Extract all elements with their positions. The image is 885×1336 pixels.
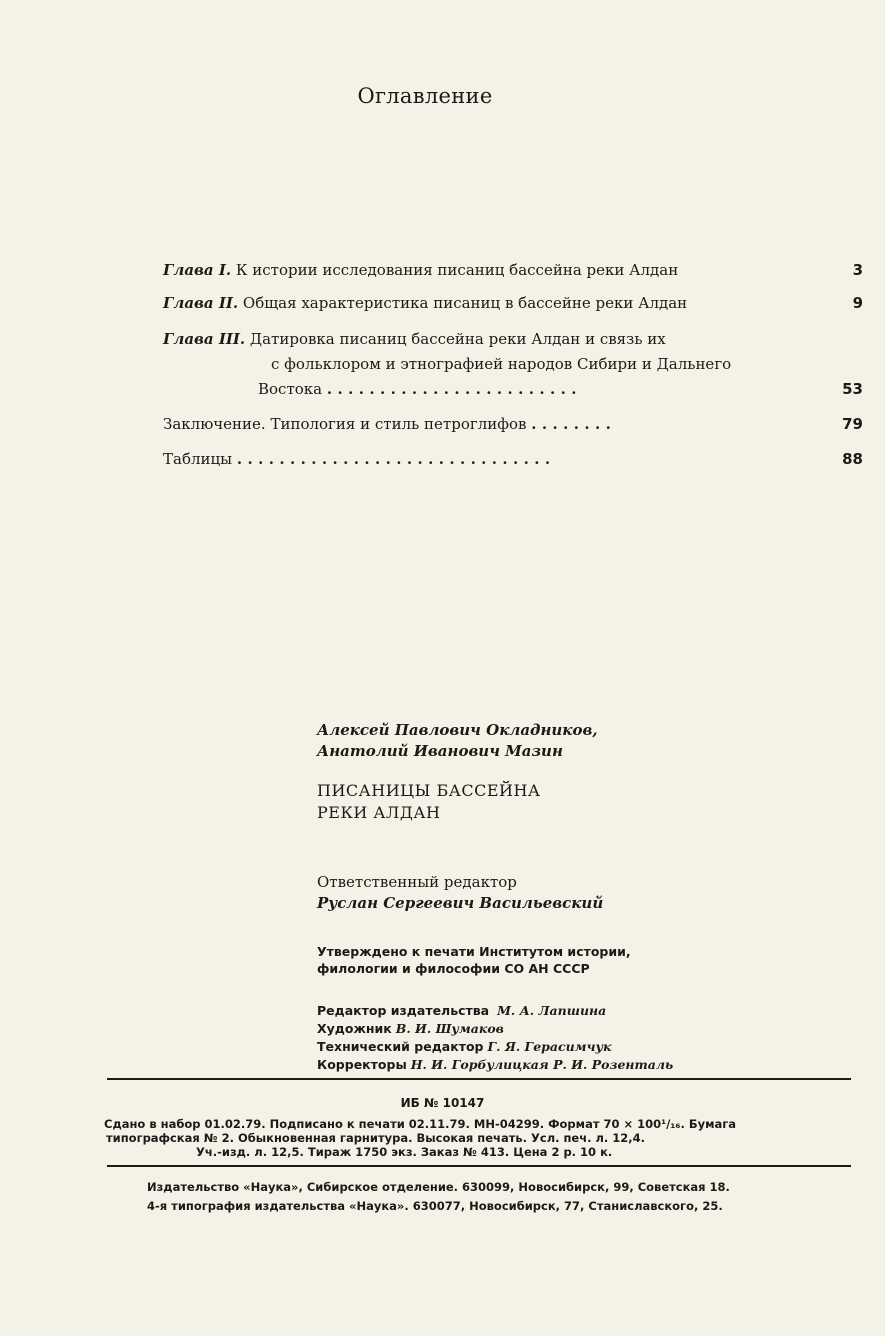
toc-entry-text: Востока [258,380,323,398]
staff-credits [317,1002,673,1074]
imprint-line: типографская № 2. Обыкновенная гарнитура. Высокая печать. Усл. печ. л. 12,4. [106,1131,646,1145]
publisher-line: Издательство «Наука», Сибирское отделение. 630099, Новосибирск, 99, Советская 18. [147,1180,730,1194]
staff-name: М. А. Лапшина [497,1003,607,1018]
toc-entry [163,293,863,313]
staff-name: В. И. Шумаков [395,1021,504,1036]
toc-entry-text: Таблицы [163,450,233,468]
toc-entry-text: К истории исследования писаниц бассейна реки Алдан [235,261,679,279]
imprint [104,1117,864,1159]
publisher-line: 4-я типография издательства «Наука». 630077, Новосибирск, 77, Станиславского, 25. [147,1199,723,1213]
staff-role: Корректоры [317,1057,407,1072]
toc-chapter-label: Глава III. [163,330,246,348]
author-name: Анатолий Иванович Мазин [317,742,563,760]
approval-line: Утверждено к печати Институтом истории, [317,944,631,959]
toc-entry [163,414,863,434]
toc-entry-text: Общая характеристика писаниц в бассейне реки Алдан [242,294,688,312]
divider-rule [107,1165,851,1167]
toc-leader-dots: ........................ [326,380,582,398]
publisher-info [147,1178,730,1216]
book-title-line: ПИСАНИЦЫ БАССЕЙНА [317,781,541,800]
staff-name: Г. Я. Герасимчук [487,1039,612,1054]
approval-line: филологии и философии СО АН СССР [317,961,590,976]
toc-chapter-label: Глава I. [163,261,232,279]
staff-line [317,1020,673,1038]
toc-page-number: 9 [852,294,863,312]
toc-page-number: 79 [842,415,863,433]
editor-name: Руслан Сергеевич Васильевский [317,894,604,912]
staff-line [317,1002,673,1020]
ib-number: ИБ № 10147 [400,1096,485,1110]
staff-role: Художник [317,1021,392,1036]
toc-page-number: 53 [842,380,863,398]
editor-label: Ответственный редактор [317,873,517,891]
toc-entry-text: Заключение. Типология и стиль петроглифов [163,415,527,433]
staff-role: Редактор издательства [317,1003,490,1018]
toc-entry-text: Датировка писаниц бассейна реки Алдан и связь их [249,330,666,348]
toc-entry [163,260,863,280]
toc-entry [163,329,863,399]
toc-chapter-label: Глава II. [163,294,239,312]
toc-entry-text: с фольклором и этнографией народов Сибири и Дальнего [271,355,732,373]
authors [317,720,598,762]
staff-role: Технический редактор [317,1039,484,1054]
staff-line [317,1056,673,1074]
book-title-line: РЕКИ АЛДАН [317,803,441,822]
toc-entry [163,449,863,469]
toc-page-number: 3 [852,261,863,279]
imprint-line: Уч.-изд. л. 12,5. Тираж 1750 экз. Заказ № 413. Цена 2 р. 10 к. [196,1145,613,1159]
toc-page-number: 88 [842,450,863,468]
toc-leader-dots: .............................. [236,450,556,468]
staff-name: Н. И. Горбулицкая Р. И. Розенталь [410,1057,674,1072]
toc-title: Оглавление [357,84,493,108]
approval-note [317,943,631,977]
author-name: Алексей Павлович Окладников, [317,721,598,739]
imprint-line: Сдано в набор 01.02.79. Подписано к печати 02.11.79. МН-04299. Формат 70 × 100¹/₁₆. Бумага [104,1117,737,1131]
staff-line [317,1038,673,1056]
toc-leader-dots: ........ [531,415,617,433]
book-title [317,780,541,824]
responsible-editor [317,872,603,914]
divider-rule [107,1078,851,1080]
